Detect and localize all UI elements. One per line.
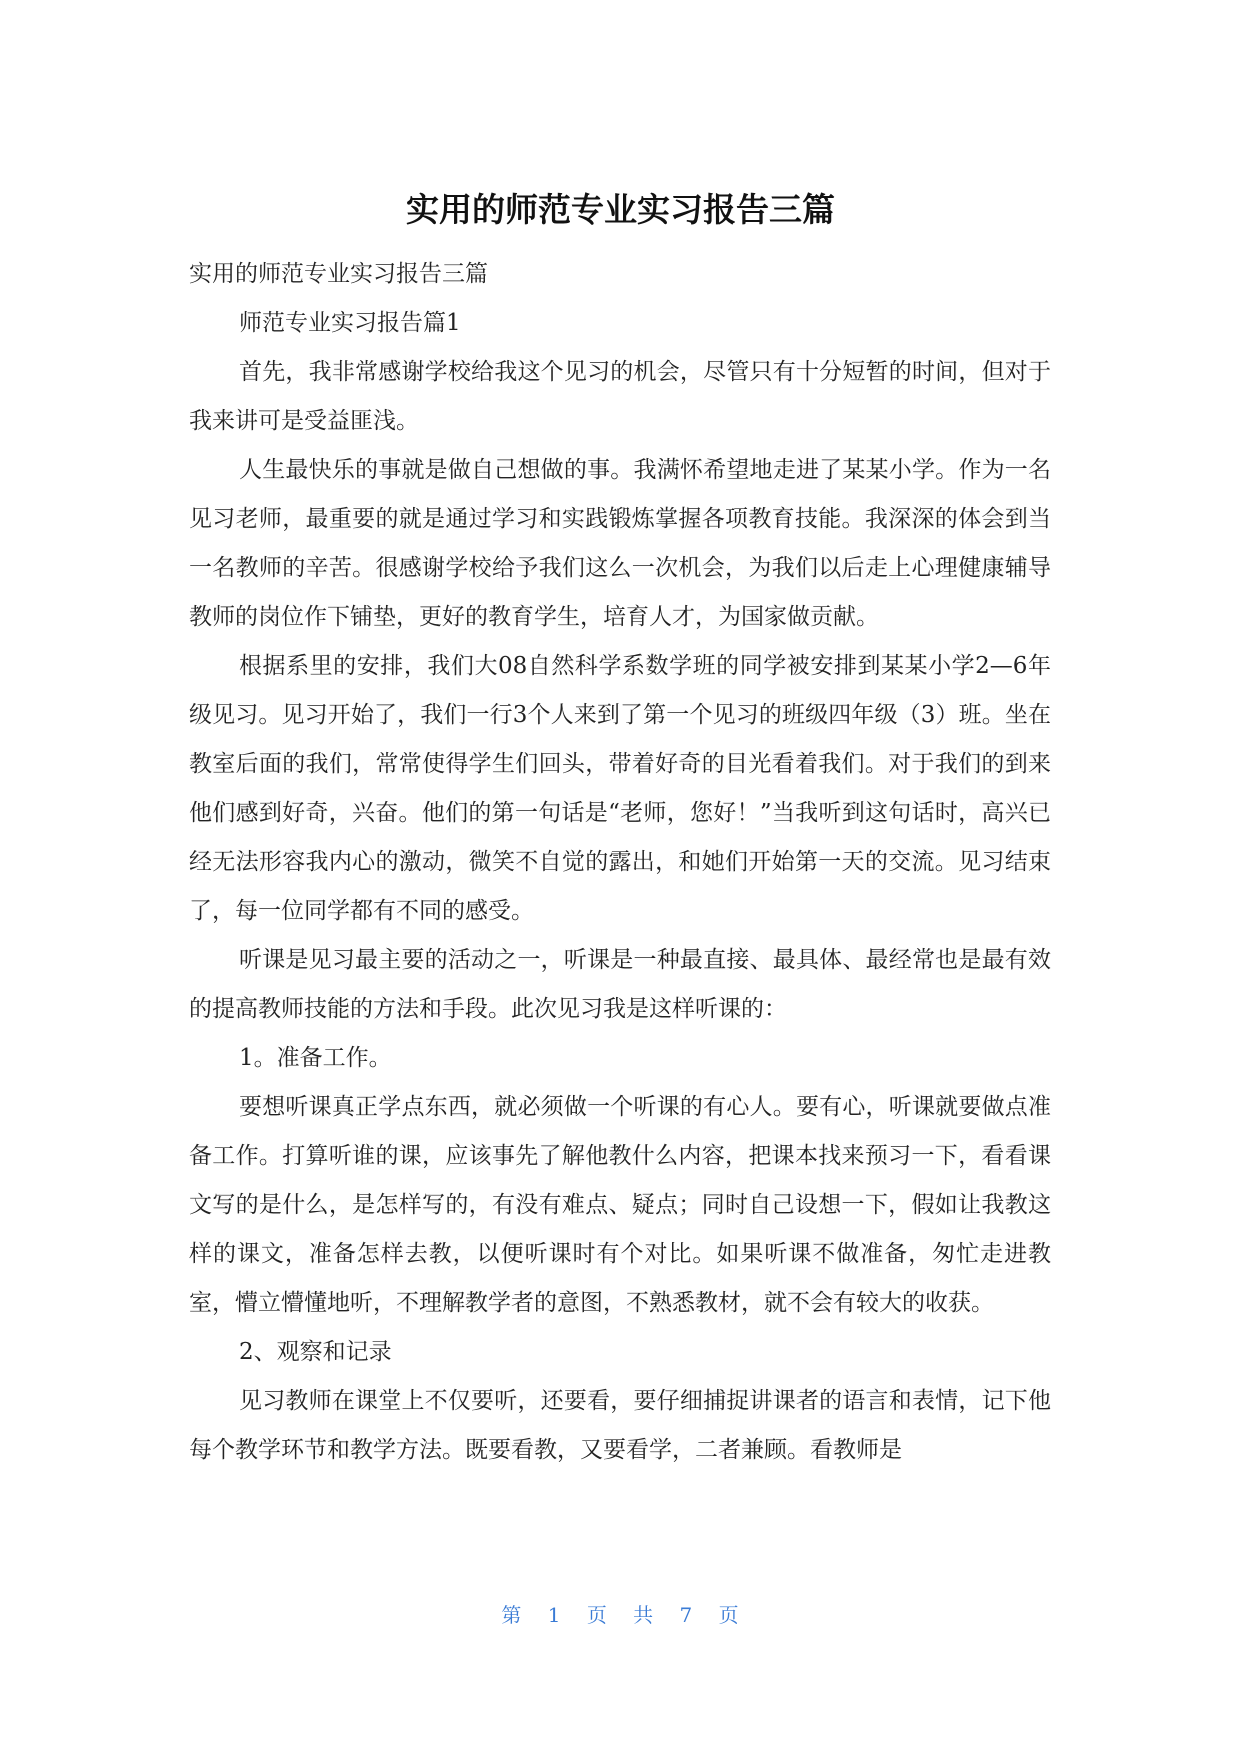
document-title: 实用的师范专业实习报告三篇 <box>406 190 835 229</box>
paragraph: 根据系里的安排，我们大08自然科学系数学班的同学被安排到某某小学2—6年级见习。见习开始了，我们一行3个人来到了第一个见习的班级四年级（3）班。坐在教室后面的我们，常常使得学生们回头，带着好奇的目光看着我们。对于我们的到来他们感到好奇，兴奋。他们的第一句话是“老师，您好！”当我听到这句话时，高兴已经无法形容我内心的激动，微笑不自觉的露出，和她们开始第一天的交流。见习结束了，每一位同学都有不同的感受。 <box>189 653 1051 924</box>
document-body <box>189 250 1051 1475</box>
paragraph: 听课是见习最主要的活动之一，听课是一种最直接、最具体、最经常也是最有效的提高教师技能的方法和手段。此次见习我是这样听课的： <box>189 947 1051 1022</box>
paragraph: 见习教师在课堂上不仅要听，还要看，要仔细捕捉讲课者的语言和表情，记下他每个教学环节和教学方法。既要看教，又要看学，二者兼顾。看教师是 <box>189 1388 1051 1463</box>
paragraph-subtitle: 实用的师范专业实习报告三篇 <box>189 261 488 287</box>
paragraph: 要想听课真正学点东西，就必须做一个听课的有心人。要有心，听课就要做点准备工作。打算听谁的课，应该事先了解他教什么内容，把课本找来预习一下，看看课文写的是什么，是怎样写的，有没有难点、疑点；同时自己设想一下，假如让我教这样的课文，准备怎样去教，以便听课时有个对比。如果听课不做准备，匆忙走进教室，懵立懵懂地听，不理解教学者的意图，不熟悉教材，就不会有较大的收获。 <box>189 1094 1051 1316</box>
paragraph-section-heading: 师范专业实习报告篇1 <box>239 310 461 336</box>
paragraph-list-heading: 1。准备工作。 <box>239 1045 392 1071</box>
paragraph-list-heading: 2、观察和记录 <box>239 1339 392 1365</box>
paragraph: 人生最快乐的事就是做自己想做的事。我满怀希望地走进了某某小学。作为一名见习老师，最重要的就是通过学习和实践锻炼掌握各项教育技能。我深深的体会到当一名教师的辛苦。很感谢学校给予我们这么一次机会，为我们以后走上心理健康辅导教师的岗位作下铺垫，更好的教育学生，培育人才，为国家做贡献。 <box>189 457 1051 630</box>
page-number-footer: 第 1 页 共 7 页 <box>501 1603 740 1627</box>
paragraph: 首先，我非常感谢学校给我这个见习的机会，尽管只有十分短暂的时间，但对于我来讲可是受益匪浅。 <box>189 359 1051 434</box>
